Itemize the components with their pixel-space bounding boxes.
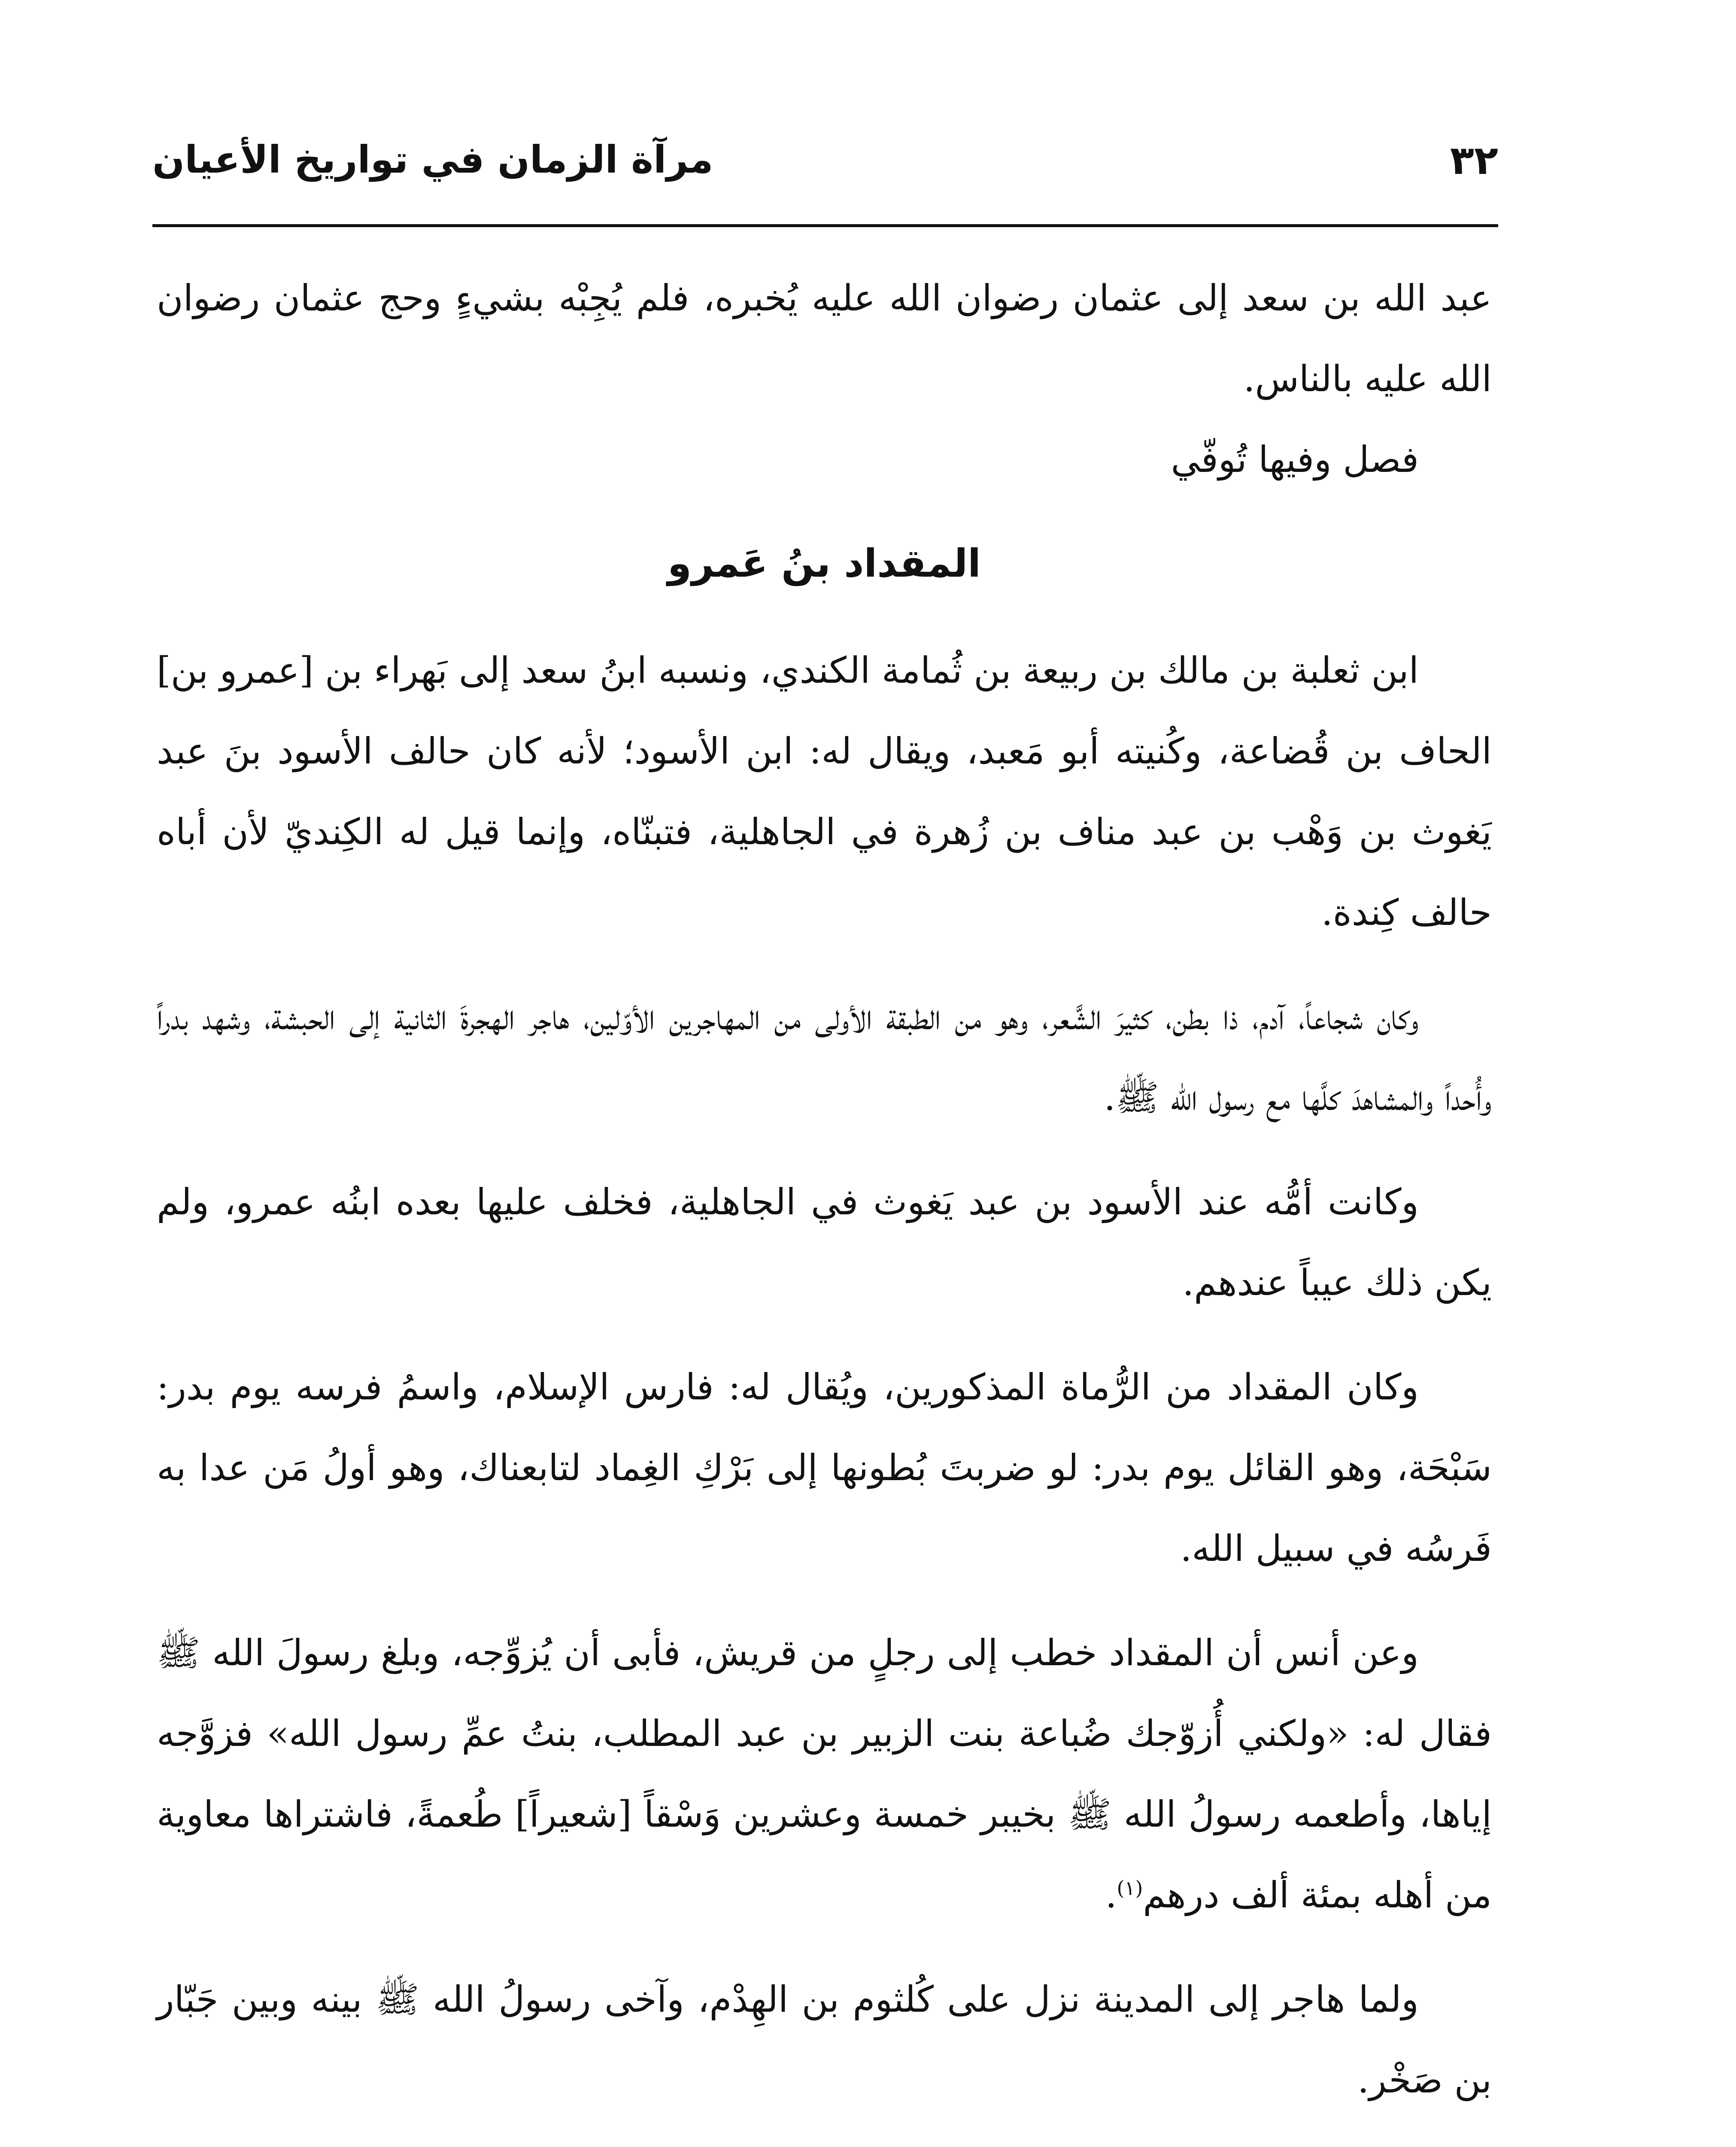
section-heading: المقداد بنُ عَمرو [668, 541, 981, 586]
paragraph-marriage-text: وعن أنس أن المقداد خطب إلى رجلٍ من قريش، فأبى أن يُزوِّجه، وبلغ رسولَ الله ﷺ فقال له: «ولكني أُزوّجك ضُباعة بنت الزبير بن عبد المطلب، بنتُ عمِّ رسول الله» فزوَّجه إياها، وأطعمه رسولُ الله ﷺ بخيبر خمسة وعشرين وَسْقاً [شعيراً] طُعمةً، فاشتراها معاوية من أهله بمئة ألف درهم [157, 1632, 1492, 1916]
paragraph-marriage-end: . [1105, 1874, 1117, 1916]
paragraph-mother: وكانت أمُّه عند الأسود بن عبد يَغوث في الجاهلية، فخلف عليها بعده ابنُه عمرو، ولم يكن ذلك عيباً عندهم. [157, 1181, 1492, 1304]
paragraph-continuation: عبد الله بن سعد إلى عثمان رضوان الله عليه يُخبره، فلم يُجِبْه بشيءٍ وحج عثمان رضوان الله عليه بالناس. [157, 277, 1492, 400]
page-body [157, 258, 1492, 2144]
footnote-reference: (١) [1117, 1876, 1143, 1900]
paragraph-archer: وكان المقداد من الرُّماة المذكورين، ويُقال له: فارس الإسلام، واسمُ فرسه يوم بدر: سَبْحَة، وهو القائل يوم بدر: لو ضربتَ بُطونها إلى بَرْكِ الغِماد لتابعناك، وهو أولُ مَن عدا به فَرسُه في سبيل الله. [157, 1366, 1492, 1569]
paragraph-lineage: ابن ثعلبة بن مالك بن ربيعة بن ثُمامة الكندي، ونسبه ابنُ سعد إلى بَهراء بن [عمرو بن] الحاف بن قُضاعة، وكُنيته أبو مَعبد، ويقال له: ابن الأسود؛ لأنه كان حالف الأسود بنَ عبد يَغوث بن وَهْب بن عبد مناف بن زُهرة في الجاهلية، فتبنّاه، وإنما قيل له الكِنديّ لأن أباه حالف كِندة. [157, 649, 1492, 934]
page-header [152, 129, 1498, 202]
running-title: مرآة الزمان في تواريخ الأعيان [152, 137, 713, 182]
paragraph-marriage [157, 1612, 1492, 1935]
paragraph-migration: ولما هاجر إلى المدينة نزل على كُلثوم بن الهِدْم، وآخى رسولُ الله ﷺ بينه وبين جَبّار بن صَخْر. [157, 1978, 1492, 2101]
paragraph-section-note: فصل وفيها تُوفّي [1171, 438, 1419, 480]
paragraph-description: وكان شجاعاً، آدم، ذا بطن، كثيرَ الشَّعر، وهو من الطبقة الأولى من المهاجرين الأوّلين، هاجر الهجرةَ الثانية إلى الحبشة، وشهد بدراً وأُحداً والمشاهدَ كلَّها مع رسول الله ﷺ. [157, 996, 1492, 1119]
page-number: ٣٢ [1450, 137, 1498, 183]
header-rule [152, 224, 1498, 227]
